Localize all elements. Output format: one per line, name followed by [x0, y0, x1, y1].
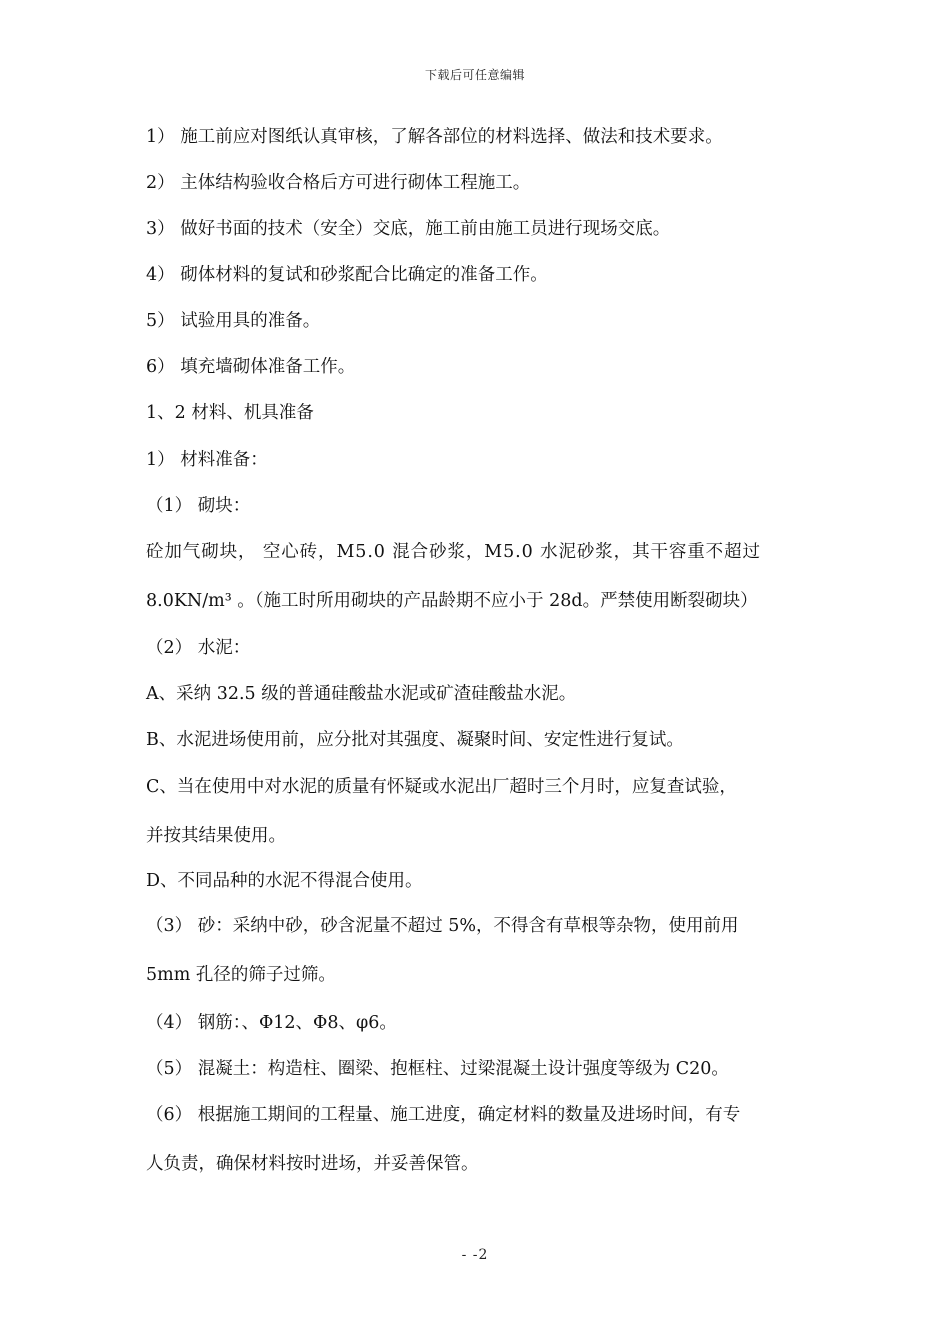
- list-item: 1） 材料准备：: [146, 450, 268, 470]
- list-item: D、不同品种的水泥不得混合使用。: [146, 871, 423, 891]
- list-item: 2） 主体结构验收合格后方可进行砌体工程施工。: [146, 173, 531, 193]
- list-item: （2） 水泥：: [146, 638, 251, 658]
- list-item: 1） 施工前应对图纸认真审核，了解各部位的材料选择、做法和技术要求。: [146, 127, 723, 147]
- page-number: - -2: [461, 1247, 489, 1263]
- list-item: B、水泥进场使用前，应分批对其强度、凝聚时间、安定性进行复试。: [146, 730, 684, 750]
- paragraph-line: （6） 根据施工期间的工程量、施工进度，确定材料的数量及进场时间，有专: [146, 1105, 741, 1125]
- list-item: （4） 钢筋：、Φ12、Φ8、φ6。: [146, 1013, 397, 1033]
- section-heading: 1、2 材料、机具准备: [146, 403, 314, 423]
- list-item: （5） 混凝土：构造柱、圈梁、抱框柱、过梁混凝土设计强度等级为 C20。: [146, 1059, 729, 1079]
- list-item: 3） 做好书面的技术（安全）交底，施工前由施工员进行现场交底。: [146, 219, 671, 239]
- paragraph-line: 砼加气砌块， 空心砖，M5.0 混合砂浆，M5.0 水泥砂浆，其干容重不超过: [146, 542, 761, 562]
- list-item: 5） 试验用具的准备。: [146, 311, 321, 331]
- paragraph-line: C、当在使用中对水泥的质量有怀疑或水泥出厂超时三个月时，应复查试验，: [146, 777, 737, 797]
- list-item: （1） 砌块：: [146, 496, 251, 516]
- list-item: 4） 砌体材料的复试和砂浆配合比确定的准备工作。: [146, 265, 548, 285]
- paragraph-line: 5mm 孔径的筛子过筛。: [146, 965, 336, 985]
- page-header: 下载后可任意编辑: [424, 68, 525, 82]
- paragraph-line: 8.0KN/m³ 。（施工时所用砌块的产品龄期不应小于 28d。严禁使用断裂砌块）: [146, 591, 758, 611]
- list-item: 6） 填充墙砌体准备工作。: [146, 357, 356, 377]
- paragraph-line: （3） 砂：采纳中砂，砂含泥量不超过 5%，不得含有草根等杂物，使用前用: [146, 916, 739, 936]
- paragraph-line: 人负责，确保材料按时进场，并妥善保管。: [146, 1154, 479, 1174]
- paragraph-line: 并按其结果使用。: [146, 826, 286, 846]
- list-item: A、采纳 32.5 级的普通硅酸盐水泥或矿渣硅酸盐水泥。: [146, 684, 577, 704]
